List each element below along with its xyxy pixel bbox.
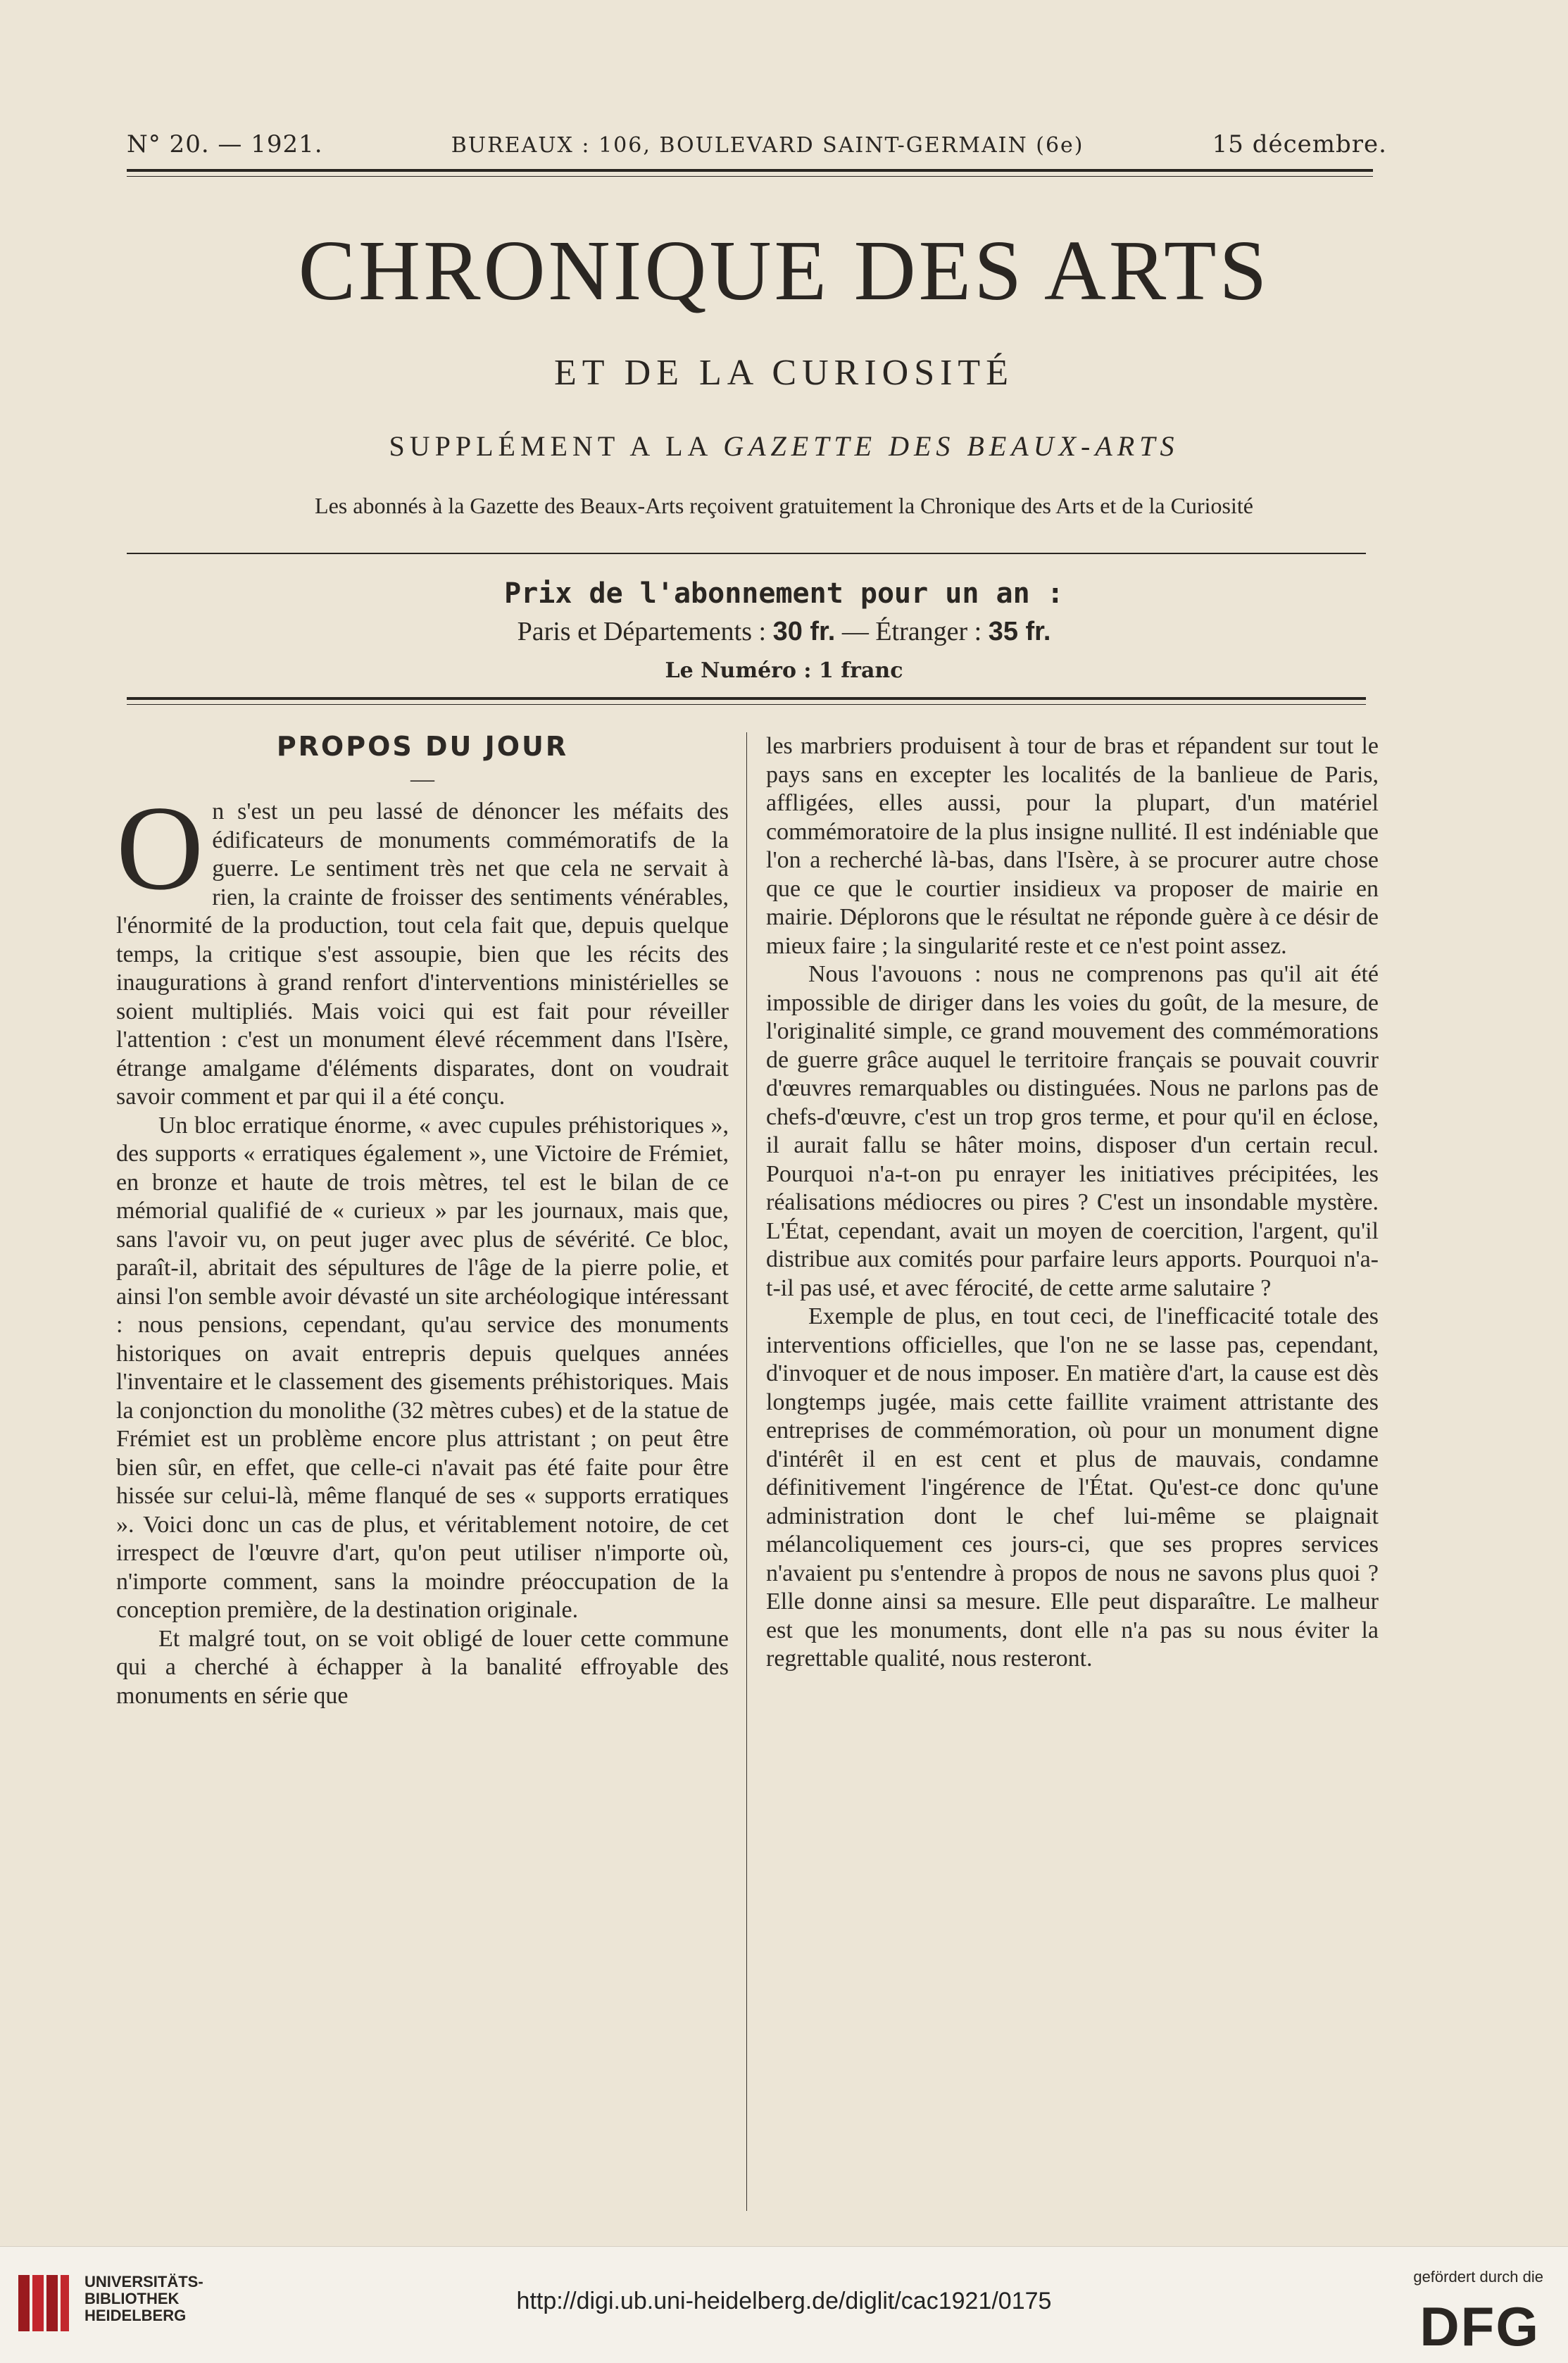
article-paragraph-5: Nous l'avouons : nous ne comprenons pas qu'il ait été impossible de diriger dans les voies du goût, de la mesure, de l'originalité simple, ce grand mouvement des commémorations de guerre grâce auquel le territoire français se pouvait couvrir d'œuvres remarquables ou distinguées. Nous ne parlons pas de chefs-d'œuvre, c'est un trop gros terme, et pour qu'il en éclose, il aurait fallu se hâter moins, disposer d'un certain recul. Pourquoi n'a-t-on pu enrayer les initiatives précipitées, les réalisations médiocres ou pires ? C'est un insondable mystère. L'État, cependant, avait un moyen de coercition, l'argent, qu'il distribue aux comités pour parfaire leurs apports. Pourquoi n'a-t-il pas usé, et avec férocité, de cette arme salutaire ? bbox=[766, 961, 1379, 1301]
price-paris: 30 fr. bbox=[772, 617, 836, 646]
drop-cap: O bbox=[116, 782, 204, 915]
subscription-prices bbox=[0, 616, 1568, 647]
masthead-subtitle: ET DE LA CURIOSITÉ bbox=[554, 353, 1014, 393]
issue-header bbox=[127, 130, 1387, 158]
article-paragraph-6: Exemple de plus, en tout ceci, de l'inefficacité totale des interventions officielles, que l'on ne se lasse pas, cependant, d'invoquer et de nous imposer. En matière d'art, la cause est dès longtemps jugée, mais cette faillite vraiment attristante des entreprises de commémoration, où pour un monument digne d'intérêt il en est cent et plus de mauvais, condamne définitivement l'ingérence de l'État. Qu'est-ce donc qu'une administration dont le chef lui-même se plaignait mélancoliquement ces jours-ci, que ses propres services n'avaient pu s'entendre à propos de nous ne savons plus quoi ? Elle donne ainsi sa mesure. Elle peut disparaître. Le malheur est que les monuments, dont elle n'a pas su nous éviter la regrettable qualité, nous resteront. bbox=[766, 1303, 1379, 1672]
article-heading: PROPOS DU JOUR bbox=[276, 731, 569, 762]
supplement-line bbox=[0, 430, 1568, 463]
article-paragraph-4: les marbriers produisent à tour de bras et répandent sur tout le pays sans en excepter les localités de la banlieue de Paris, affligées, elles aussi, pour la plupart, d'un matériel commémoratoire de la plus insigne nullité. Il est indéniable que l'on a recherché là-bas, dans l'Isère, à se procurer autre chose que ce que le courtier insidieux va proposer de mairie en mairie. Déplorons que le résultat ne réponde guère à ce désir de mieux faire ; la singularité reste et ce n'est point assez. bbox=[766, 733, 1379, 959]
article-paragraph-3: Et malgré tout, on se voit obligé de louer cette commune qui a cherché à échapper à la banalité effroyable des monuments en série que bbox=[116, 1625, 729, 1709]
office-address: BUREAUX : 106, BOULEVARD SAINT-GERMAIN (6e) bbox=[451, 133, 1084, 158]
paragraph-1-text: n s'est un peu lassé de dénoncer les méfaits des édificateurs de monuments commémoratifs de la guerre. Le sentiment très net que cela ne servait à rien, la crainte de froisser des sentiments vénérables, l'énormité de la production, tout cela fait que, depuis quelque temps, la critique s'est assoupie, bien que les récits des inaugurations à grand renfort d'interventions ministérielles se soient multipliés. Mais voici qui est fait pour réveiller l'attention : c'est un monument élevé récemment dans l'Isère, étrange amalgame d'éléments disparates, dont on voudrait savoir comment et par qui il a été conçu. bbox=[116, 798, 729, 1110]
permalink-url[interactable]: http://digi.ub.uni-heidelberg.de/diglit/cac1921/0175 bbox=[516, 2288, 1052, 2314]
article-paragraph-2: Un bloc erratique énorme, « avec cupules préhistoriques », des supports « erratiques également », une Victoire de Frémiet, en bronze et haute de trois mètres, tel est le bilan de ce mémorial qualifié de « curieux » par les journaux, mais que, sans l'avoir vu, on peut juger avec plus de sévérité. Ce bloc, paraît-il, abritait des sépultures de l'âge de la pierre polie, et ainsi l'on semble avoir dévasté un site archéologique intéressant : nous pensions, cependant, qu'au service des monuments historiques on avait entrepris depuis quelques années l'inventaire et le classement des gisements préhistoriques. Mais la conjonction du monolithe (32 mètres cubes) et de la statue de Frémiet est un problème encore plus attristant ; on peut être bien sûr, en effet, que celle-ci n'avait pas été faite pour être hissée sur celui-là, même flanqué de ses « supports erratiques ». Voici donc un cas de plus, et véritablement notoire, de cet irrespect de l'œuvre d'art, qu'on peut utiliser n'importe où, n'importe comment, sans la moindre préoccupation de la conception première, de la destination originale. bbox=[116, 1112, 729, 1623]
issue-number: N° 20. — 1921. bbox=[127, 130, 323, 158]
supplement-gazette: GAZETTE DES BEAUX-ARTS bbox=[723, 430, 1179, 462]
article-column-right bbox=[766, 732, 1379, 1674]
masthead-title: CHRONIQUE DES ARTS bbox=[298, 223, 1270, 318]
price-rule-thin bbox=[127, 704, 1366, 705]
price-rule-thick bbox=[127, 697, 1366, 700]
article-column-left bbox=[116, 732, 729, 1710]
funding-note: gefördert durch die bbox=[1413, 2268, 1543, 2286]
library-name-line2: BIBLIOTHEK bbox=[84, 2290, 180, 2307]
supplement-prefix: SUPPLÉMENT A LA bbox=[389, 430, 712, 462]
digitization-footer bbox=[0, 2246, 1568, 2363]
library-name-line1: UNIVERSITÄTS- bbox=[84, 2273, 203, 2290]
single-issue-price: Le Numéro : 1 franc bbox=[665, 658, 903, 683]
issue-date: 15 décembre. bbox=[1212, 130, 1387, 158]
header-rule-thin bbox=[127, 176, 1373, 177]
dfg-logo: DFG bbox=[1419, 2295, 1540, 2357]
header-rule-thick bbox=[127, 169, 1373, 172]
heading-dash: — bbox=[410, 765, 434, 792]
article-paragraph-1 bbox=[116, 782, 729, 1112]
price-label-foreign: — Étranger : bbox=[835, 617, 989, 646]
subscribers-note: Les abonnés à la Gazette des Beaux-Arts reçoivent gratuitement la Chronique des Arts et de la Curiosité bbox=[315, 493, 1253, 518]
column-divider bbox=[746, 732, 747, 2211]
price-label-paris: Paris et Départements : bbox=[517, 617, 773, 646]
masthead-rule bbox=[127, 553, 1366, 554]
price-foreign: 35 fr. bbox=[988, 617, 1051, 646]
library-name-line3: HEIDELBERG bbox=[84, 2307, 187, 2324]
subscription-heading: Prix de l'abonnement pour un an : bbox=[504, 577, 1064, 610]
